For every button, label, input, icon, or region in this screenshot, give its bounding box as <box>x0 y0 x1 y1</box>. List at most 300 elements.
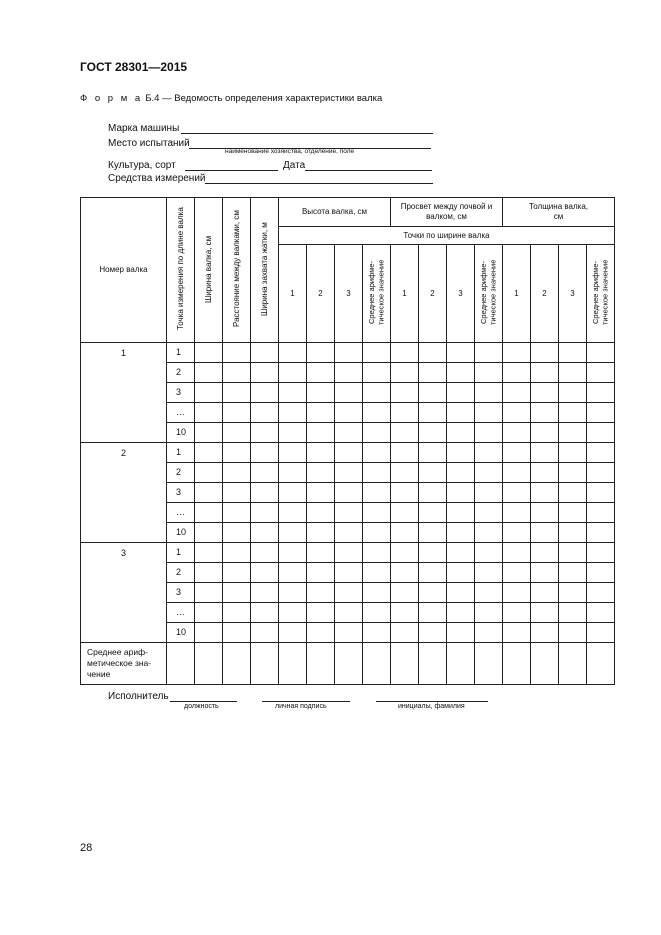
table-cell[interactable] <box>587 643 615 685</box>
sub-col-1: 1 <box>503 245 531 343</box>
table-cell[interactable] <box>223 503 251 523</box>
place-label: Место испытаний <box>108 138 190 149</box>
table-cell[interactable] <box>363 643 391 685</box>
table-cell[interactable] <box>223 363 251 383</box>
date-label: Дата <box>283 160 306 171</box>
table-cell[interactable] <box>503 643 531 685</box>
table-cell[interactable] <box>503 483 531 503</box>
table-cell[interactable] <box>335 463 363 483</box>
table-cell[interactable] <box>531 403 559 423</box>
table-cell[interactable] <box>251 363 279 383</box>
table-cell[interactable] <box>503 383 531 403</box>
table-cell[interactable] <box>363 383 391 403</box>
table-cell[interactable] <box>559 363 587 383</box>
table-cell[interactable] <box>195 423 223 443</box>
table-cell[interactable] <box>391 563 419 583</box>
table-cell[interactable] <box>419 443 447 463</box>
table-cell[interactable] <box>335 423 363 443</box>
table-cell[interactable] <box>307 643 335 685</box>
table-cell[interactable] <box>559 503 587 523</box>
table-cell[interactable] <box>447 603 475 623</box>
table-cell[interactable] <box>391 423 419 443</box>
table-cell[interactable] <box>503 523 531 543</box>
table-cell[interactable] <box>503 363 531 383</box>
table-cell[interactable] <box>279 443 307 463</box>
roll-label: 3 <box>81 543 167 643</box>
table-cell[interactable] <box>335 483 363 503</box>
table-cell[interactable] <box>531 583 559 603</box>
table-cell[interactable] <box>335 383 363 403</box>
table-cell[interactable] <box>559 403 587 423</box>
table-cell[interactable] <box>391 403 419 423</box>
table-cell[interactable] <box>363 343 391 363</box>
tools-field[interactable] <box>205 183 433 184</box>
table-cell[interactable] <box>503 403 531 423</box>
table-cell[interactable] <box>223 583 251 603</box>
table-cell[interactable] <box>559 423 587 443</box>
table-cell[interactable] <box>279 483 307 503</box>
table-cell[interactable] <box>475 623 503 643</box>
table-row <box>81 343 615 363</box>
table-cell[interactable] <box>195 603 223 623</box>
table-cell[interactable] <box>475 423 503 443</box>
point-label: 1 <box>167 343 195 363</box>
point-label: 2 <box>167 363 195 383</box>
table-cell[interactable] <box>531 463 559 483</box>
table-cell[interactable] <box>251 543 279 563</box>
table-cell[interactable] <box>503 563 531 583</box>
table-cell[interactable] <box>419 403 447 423</box>
table-cell[interactable] <box>419 543 447 563</box>
table-cell[interactable] <box>559 443 587 463</box>
table-cell[interactable] <box>195 403 223 423</box>
table-cell[interactable] <box>223 603 251 623</box>
position-field[interactable] <box>170 701 237 702</box>
table-cell[interactable] <box>363 523 391 543</box>
table-cell[interactable] <box>195 543 223 563</box>
table-cell[interactable] <box>503 623 531 643</box>
table-row <box>81 443 615 463</box>
table-cell[interactable] <box>335 503 363 523</box>
table-cell[interactable] <box>503 603 531 623</box>
table-cell[interactable] <box>307 503 335 523</box>
table-cell[interactable] <box>223 523 251 543</box>
table-cell[interactable] <box>307 523 335 543</box>
table-cell[interactable] <box>447 583 475 603</box>
table-body <box>81 343 615 643</box>
table-cell[interactable] <box>363 603 391 623</box>
table-cell[interactable] <box>195 363 223 383</box>
table-cell[interactable] <box>587 623 615 643</box>
table-cell[interactable] <box>251 603 279 623</box>
table-cell[interactable] <box>195 443 223 463</box>
table-cell[interactable] <box>279 403 307 423</box>
signature-hint: личная подпись <box>275 703 327 710</box>
table-cell[interactable] <box>335 523 363 543</box>
table-cell[interactable] <box>475 503 503 523</box>
sub-col-3: 3 <box>559 245 587 343</box>
table-cell[interactable] <box>531 363 559 383</box>
table-cell[interactable] <box>391 363 419 383</box>
table-cell[interactable] <box>335 563 363 583</box>
table-cell[interactable] <box>363 463 391 483</box>
table-cell[interactable] <box>531 483 559 503</box>
table-cell[interactable] <box>419 423 447 443</box>
table-cell[interactable] <box>531 343 559 363</box>
table-cell[interactable] <box>587 483 615 503</box>
table-cell[interactable] <box>447 623 475 643</box>
table-cell[interactable] <box>475 583 503 603</box>
table-cell[interactable] <box>195 623 223 643</box>
table-cell[interactable] <box>531 523 559 543</box>
table-cell[interactable] <box>447 503 475 523</box>
table-cell[interactable] <box>531 603 559 623</box>
table-cell[interactable] <box>531 423 559 443</box>
table-cell[interactable] <box>447 343 475 363</box>
table-cell[interactable] <box>447 483 475 503</box>
table-cell[interactable] <box>391 543 419 563</box>
table-cell[interactable] <box>587 583 615 603</box>
table-cell[interactable] <box>279 363 307 383</box>
name-field[interactable] <box>376 701 488 702</box>
table-cell[interactable] <box>307 543 335 563</box>
table-cell[interactable] <box>363 423 391 443</box>
table-cell[interactable] <box>335 403 363 423</box>
distance-header: Расстояние между валками, см <box>231 210 241 327</box>
table-cell[interactable] <box>475 643 503 685</box>
table-cell[interactable] <box>419 643 447 685</box>
table-cell[interactable] <box>391 583 419 603</box>
table-cell[interactable] <box>279 583 307 603</box>
table-cell[interactable] <box>195 483 223 503</box>
table-cell[interactable] <box>251 583 279 603</box>
table-cell[interactable] <box>335 623 363 643</box>
point-header: Точка измерения по длине валка <box>175 207 185 330</box>
page-number: 28 <box>80 842 93 854</box>
table-cell[interactable] <box>559 643 587 685</box>
table-cell[interactable] <box>335 443 363 463</box>
roll-label: 1 <box>81 343 167 443</box>
table-cell[interactable] <box>419 483 447 503</box>
table-cell[interactable] <box>391 483 419 503</box>
table-cell[interactable] <box>251 443 279 463</box>
table-cell[interactable] <box>559 463 587 483</box>
form-heading: — Ведомость определения характеристики валка <box>162 93 383 104</box>
table-cell[interactable] <box>363 583 391 603</box>
table-cell[interactable] <box>335 603 363 623</box>
table-cell[interactable] <box>587 443 615 463</box>
sub-col-1: 1 <box>279 245 307 343</box>
point-label: 2 <box>167 463 195 483</box>
table-cell[interactable] <box>559 383 587 403</box>
signature-field[interactable] <box>262 701 350 702</box>
table-cell[interactable] <box>251 463 279 483</box>
table-cell[interactable] <box>391 343 419 363</box>
table-cell[interactable] <box>419 583 447 603</box>
table-cell[interactable] <box>279 343 307 363</box>
crop-field[interactable] <box>185 170 278 171</box>
table-cell[interactable] <box>195 463 223 483</box>
table-cell[interactable] <box>447 363 475 383</box>
roll-label: 2 <box>81 443 167 543</box>
table-cell[interactable] <box>307 603 335 623</box>
table-cell[interactable] <box>559 483 587 503</box>
point-label: 3 <box>167 483 195 503</box>
table-cell[interactable] <box>559 563 587 583</box>
table-cell[interactable] <box>363 403 391 423</box>
table-cell[interactable] <box>251 523 279 543</box>
table-cell[interactable] <box>251 643 279 685</box>
table-cell[interactable] <box>279 643 307 685</box>
table-cell[interactable] <box>503 463 531 483</box>
table-cell[interactable] <box>475 363 503 383</box>
table-cell[interactable] <box>223 563 251 583</box>
table-cell[interactable] <box>419 463 447 483</box>
position-hint: должность <box>184 703 219 710</box>
table-cell[interactable] <box>223 463 251 483</box>
table-cell[interactable] <box>475 523 503 543</box>
table-cell[interactable] <box>195 383 223 403</box>
table-cell[interactable] <box>475 343 503 363</box>
table-cell[interactable] <box>475 443 503 463</box>
sub-col-1: 1 <box>391 245 419 343</box>
table-cell[interactable] <box>307 423 335 443</box>
table-cell[interactable] <box>531 543 559 563</box>
table-cell[interactable] <box>335 363 363 383</box>
table-cell[interactable] <box>587 603 615 623</box>
table-cell[interactable] <box>559 623 587 643</box>
executor-label: Исполнитель <box>108 691 169 702</box>
table-cell[interactable] <box>503 343 531 363</box>
table-cell[interactable] <box>447 523 475 543</box>
table-cell[interactable] <box>447 463 475 483</box>
table-cell[interactable] <box>363 363 391 383</box>
table-cell[interactable] <box>307 343 335 363</box>
point-label: 10 <box>167 423 195 443</box>
table-cell[interactable] <box>223 643 251 685</box>
point-label: 3 <box>167 383 195 403</box>
table-cell[interactable] <box>307 463 335 483</box>
machine-label: Марка машины <box>108 123 180 134</box>
table-cell[interactable] <box>251 383 279 403</box>
table-cell[interactable] <box>419 603 447 623</box>
table-cell[interactable] <box>195 643 223 685</box>
point-label: 1 <box>167 543 195 563</box>
point-label: 3 <box>167 583 195 603</box>
table-cell[interactable] <box>419 623 447 643</box>
table-cell[interactable] <box>195 523 223 543</box>
table-cell[interactable] <box>559 523 587 543</box>
table-cell[interactable] <box>587 563 615 583</box>
table-cell[interactable] <box>307 563 335 583</box>
table-cell[interactable] <box>363 623 391 643</box>
table-cell[interactable] <box>307 583 335 603</box>
table-cell[interactable] <box>531 623 559 643</box>
gap-group-header: Просвет между почвой и валком, см <box>400 202 493 221</box>
table-cell[interactable] <box>391 623 419 643</box>
table-cell[interactable] <box>447 443 475 463</box>
table-cell[interactable] <box>419 343 447 363</box>
table-cell[interactable] <box>279 623 307 643</box>
table-cell[interactable] <box>419 363 447 383</box>
name-hint: инициалы, фамилия <box>398 703 465 710</box>
table-cell[interactable] <box>279 383 307 403</box>
machine-field[interactable] <box>181 133 433 134</box>
point-label: 2 <box>167 563 195 583</box>
table-cell[interactable] <box>391 643 419 685</box>
table-cell[interactable] <box>447 383 475 403</box>
table-cell[interactable] <box>587 383 615 403</box>
table-cell[interactable] <box>279 563 307 583</box>
table-cell[interactable] <box>251 343 279 363</box>
table-cell[interactable] <box>223 443 251 463</box>
table-cell[interactable] <box>531 443 559 463</box>
table-cell[interactable] <box>279 423 307 443</box>
sub-col-3: 3 <box>447 245 475 343</box>
form-title <box>80 93 382 104</box>
table-cell[interactable] <box>223 383 251 403</box>
table-cell[interactable] <box>447 403 475 423</box>
table-cell[interactable] <box>391 383 419 403</box>
table-cell[interactable] <box>195 583 223 603</box>
table-cell[interactable] <box>363 503 391 523</box>
table-cell[interactable] <box>587 523 615 543</box>
table-cell[interactable] <box>251 503 279 523</box>
table-cell[interactable] <box>223 423 251 443</box>
table-cell[interactable] <box>307 443 335 463</box>
table-cell[interactable] <box>307 623 335 643</box>
table-cell[interactable] <box>279 543 307 563</box>
point-label: … <box>167 403 195 423</box>
table-cell[interactable] <box>335 643 363 685</box>
table-cell[interactable] <box>251 563 279 583</box>
table-cell[interactable] <box>503 583 531 603</box>
form-label: Ф о р м а <box>80 93 143 104</box>
table-cell[interactable] <box>363 483 391 503</box>
mean-header: Среднее арифме- тическое значение <box>591 259 610 325</box>
table-cell[interactable] <box>223 483 251 503</box>
table-cell[interactable] <box>391 463 419 483</box>
table-cell[interactable] <box>195 343 223 363</box>
table-cell[interactable] <box>195 503 223 523</box>
table-cell[interactable] <box>391 523 419 543</box>
table-cell[interactable] <box>503 443 531 463</box>
table-cell[interactable] <box>363 543 391 563</box>
table-cell[interactable] <box>559 543 587 563</box>
mean-header: Среднее арифме- тическое значение <box>479 259 498 325</box>
table-cell[interactable] <box>587 503 615 523</box>
table-cell[interactable] <box>447 643 475 685</box>
tools-label: Средства измерений <box>108 173 206 184</box>
measurement-table <box>80 197 615 685</box>
table-cell[interactable] <box>195 563 223 583</box>
date-field[interactable] <box>305 170 432 171</box>
crop-label: Культура, сорт <box>108 160 176 171</box>
table-cell[interactable] <box>419 383 447 403</box>
table-cell[interactable] <box>587 363 615 383</box>
table-cell[interactable] <box>363 443 391 463</box>
table-cell[interactable] <box>223 403 251 423</box>
sub-col-2: 2 <box>531 245 559 343</box>
table-cell[interactable] <box>587 343 615 363</box>
table-cell[interactable] <box>475 603 503 623</box>
table-cell[interactable] <box>279 463 307 483</box>
table-cell[interactable] <box>475 463 503 483</box>
table-cell[interactable] <box>391 503 419 523</box>
point-label: 10 <box>167 623 195 643</box>
table-cell[interactable] <box>587 463 615 483</box>
point-label: … <box>167 503 195 523</box>
table-cell[interactable] <box>419 503 447 523</box>
table-cell[interactable] <box>363 563 391 583</box>
width-header: Ширина валка, см <box>203 234 213 303</box>
table-cell[interactable] <box>503 423 531 443</box>
table-cell[interactable] <box>419 563 447 583</box>
table-cell[interactable] <box>251 423 279 443</box>
table-cell[interactable] <box>307 383 335 403</box>
table-cell[interactable] <box>587 423 615 443</box>
table-cell[interactable] <box>419 523 447 543</box>
table-cell[interactable] <box>223 543 251 563</box>
table-cell[interactable] <box>223 343 251 363</box>
point-label: 10 <box>167 523 195 543</box>
capture-header: Ширина захвата жатки, м <box>259 221 269 316</box>
form-number: Б.4 <box>145 93 160 104</box>
table-cell[interactable] <box>335 343 363 363</box>
table-cell[interactable] <box>335 543 363 563</box>
table-cell[interactable] <box>251 403 279 423</box>
table-cell[interactable] <box>559 343 587 363</box>
table-cell[interactable] <box>251 483 279 503</box>
table-cell[interactable] <box>531 383 559 403</box>
table-cell[interactable] <box>559 583 587 603</box>
table-cell[interactable] <box>279 503 307 523</box>
height-group-header: Высота валка, см <box>301 207 368 216</box>
table-cell[interactable] <box>475 483 503 503</box>
table-cell[interactable] <box>475 383 503 403</box>
place-hint: наименование хозяйства, отделение, поле <box>225 148 355 155</box>
table-cell[interactable] <box>531 503 559 523</box>
table-cell[interactable] <box>251 623 279 643</box>
table-cell[interactable] <box>447 563 475 583</box>
table-cell[interactable] <box>531 563 559 583</box>
table-cell[interactable] <box>223 623 251 643</box>
table-cell[interactable] <box>531 643 559 685</box>
sub-col-2: 2 <box>419 245 447 343</box>
table-cell[interactable] <box>307 403 335 423</box>
table-cell[interactable] <box>559 603 587 623</box>
table-cell[interactable] <box>475 543 503 563</box>
table-cell[interactable] <box>475 403 503 423</box>
table-cell[interactable] <box>167 643 195 685</box>
table-cell[interactable] <box>587 543 615 563</box>
table-cell[interactable] <box>447 543 475 563</box>
sub-col-3: 3 <box>335 245 363 343</box>
table-cell[interactable] <box>307 483 335 503</box>
table-cell[interactable] <box>279 603 307 623</box>
table-cell[interactable] <box>475 563 503 583</box>
table-cell[interactable] <box>307 363 335 383</box>
table-cell[interactable] <box>279 523 307 543</box>
table-cell[interactable] <box>391 443 419 463</box>
table-cell[interactable] <box>503 503 531 523</box>
table-cell[interactable] <box>503 543 531 563</box>
table-cell[interactable] <box>447 423 475 443</box>
roll-number-header: Номер валка <box>81 198 167 343</box>
table-cell[interactable] <box>391 603 419 623</box>
table-cell[interactable] <box>587 403 615 423</box>
table-cell[interactable] <box>335 583 363 603</box>
